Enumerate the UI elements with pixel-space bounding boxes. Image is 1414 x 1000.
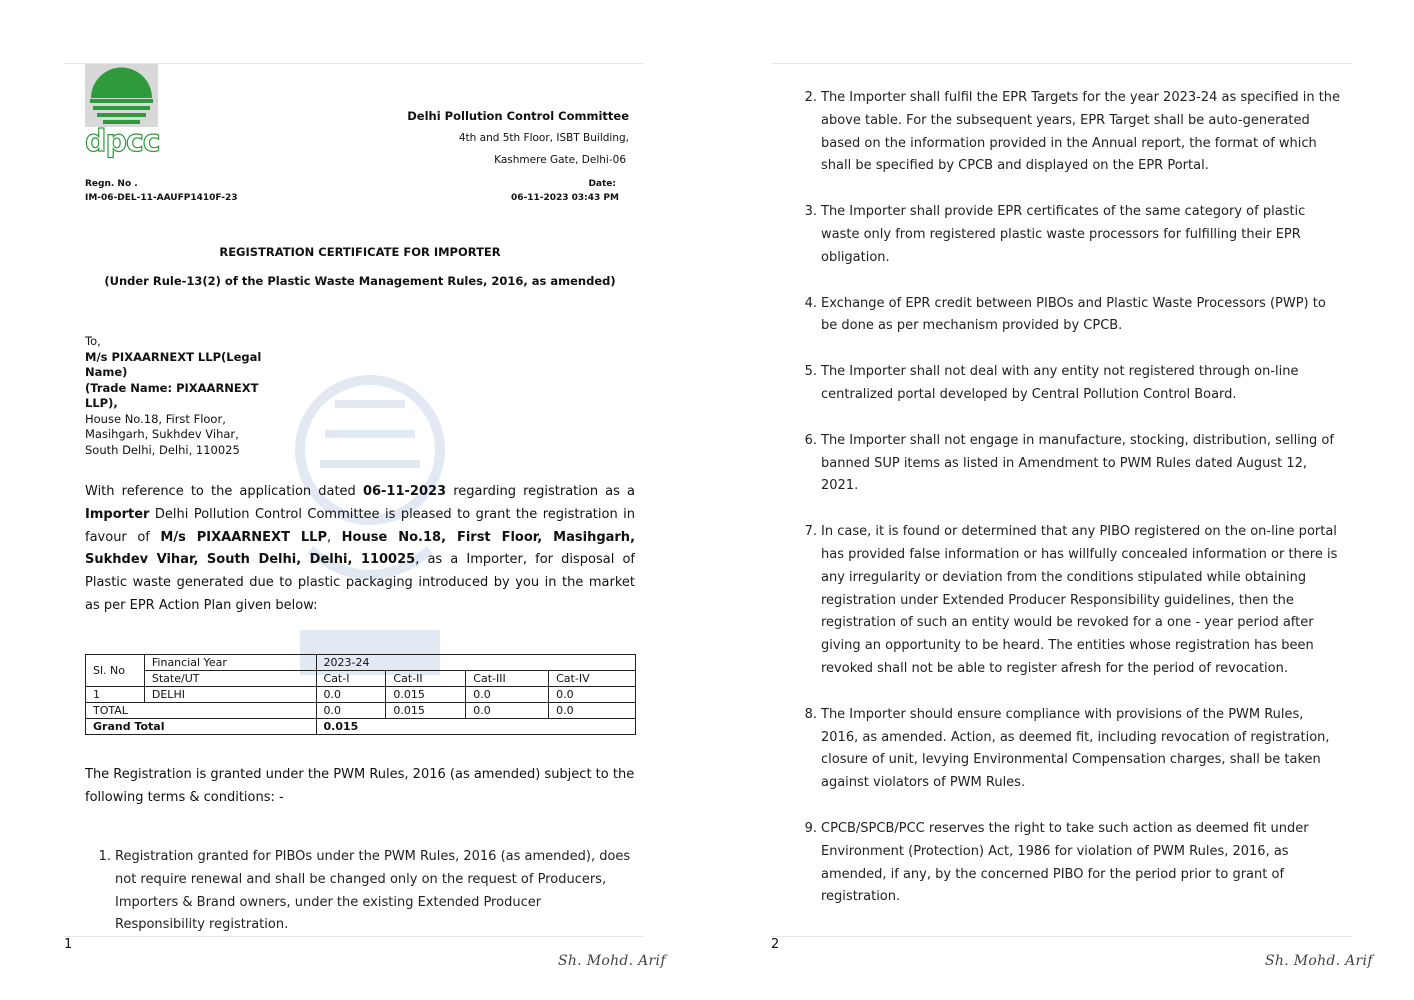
grant-text-5: , as a Importer, for disposal of Plastic waste generated due to plastic packaging introduced by you in the market as per EPR Action Plan given below: [85, 552, 635, 613]
list-item [791, 201, 1343, 269]
date-value: 06-11-2023 03:43 PM [510, 193, 619, 203]
addressee-name: M/s PIXAARNEXT LLP(Legal Name) [85, 349, 262, 379]
term-text: Exchange of EPR credit between PIBOs and Plastic Waste Processors (PWP) to be done as per mechanism provided by CPCB. [821, 295, 1326, 334]
certificate-subtitle: (Under Rule-13(2) of the Plastic Waste Management Rules, 2016, as amended) [104, 274, 616, 288]
regn-label: Regn. No . [85, 179, 138, 189]
grant-text-4: , [326, 529, 342, 545]
total-cat-1: 0.0 [316, 703, 386, 719]
table-total-row [86, 703, 636, 719]
terms-list-page1 [85, 846, 633, 937]
grant-text-3: Delhi Pollution Control Committee is pleased to grant the registration in favour of [85, 506, 635, 545]
addressee-block [85, 334, 285, 458]
grant-text-2: regarding registration as a [446, 484, 635, 499]
term-text: The Importer shall not engage in manufacture, stocking, distribution, selling of banned SUP items as listed in Amendment to PWM Rules dated August 12, 2021. [821, 432, 1334, 494]
to-label: To, [85, 334, 101, 348]
dpcc-emblem-icon [85, 64, 158, 127]
term-number: 5. [804, 364, 817, 380]
grant-paragraph [85, 481, 635, 618]
cell-cat-2: 0.015 [386, 687, 466, 703]
addressee-trade-name: (Trade Name: PIXAARNEXT LLP), [85, 380, 259, 410]
term-number: 7. [804, 524, 817, 540]
term-number: 3. [804, 204, 817, 220]
header-state: State/UT [144, 671, 316, 687]
list-item [85, 846, 633, 937]
regn-number: IM-06-DEL-11-AAUFP1410F-23 [85, 193, 238, 203]
list-item [791, 818, 1343, 909]
authority-address-line1: 4th and 5th Floor, ISBT Building, [458, 132, 629, 144]
grant-text-1: With reference to the application dated [85, 484, 363, 499]
page-bottom-rule [771, 936, 1351, 937]
date-label: Date: [588, 179, 616, 189]
term-number: 2. [804, 90, 817, 105]
header-cat-1: Cat-I [316, 671, 386, 687]
signature: Sh. Mohd. Arif [558, 953, 666, 969]
page-top-rule [771, 63, 1351, 64]
list-item [791, 704, 1343, 795]
list-item [791, 87, 1343, 178]
term-text: In case, it is found or determined that any PIBO registered on the on-line portal has provided false information or has willfully concealed information or there is any irregularity or deviation from the conditions stipulated while obtaining registration under Extended Producer Responsibility guidelines, then the registration of such an entity would be revoked for a one - year period after giving an opportunity to be heard. The entities whose registration has been revoked shall not be able to register afresh for the period of revocation. [821, 524, 1338, 676]
term-text: The Importer shall provide EPR certificates of the same category of plastic waste only from registered plastic waste processors for fulfilling their EPR obligation. [821, 204, 1306, 265]
table-grand-total-row [86, 719, 636, 735]
term-text: CPCB/SPCB/PCC reserves the right to take such action as deemed fit under Environment (Protection) Act, 1986 for violation of PWM Rules, 2016, as amended, if any, by the concerned PIBO for the period prior to grant of registration. [821, 820, 1309, 905]
financial-year-value: 2023-24 [316, 655, 635, 671]
cell-sl: 1 [86, 687, 145, 703]
header-cat-4: Cat-IV [549, 671, 636, 687]
registrant-role: Importer [85, 506, 150, 522]
addressee-address-line3: South Delhi, Delhi, 110025 [85, 442, 240, 457]
cell-cat-3: 0.0 [466, 687, 549, 703]
terms-list-page2 [791, 87, 1343, 909]
authority-name: Delhi Pollution Control Committee [407, 109, 629, 123]
application-date: 06-11-2023 [362, 484, 447, 499]
page-bottom-rule [64, 936, 644, 937]
logo-wordmark: dpcc [85, 124, 160, 159]
list-item [791, 521, 1343, 681]
term-text: The Importer shall not deal with any entity not registered through on-line centralized portal developed by Central Pollution Control Board. [821, 364, 1299, 402]
table-header-row [86, 655, 636, 671]
grand-total-label: Grand Total [86, 719, 317, 735]
cell-cat-4: 0.0 [549, 687, 636, 703]
table-header-row [86, 671, 636, 687]
addressee-address-line1: House No.18, First Floor, [85, 411, 226, 426]
epr-target-table [85, 654, 636, 735]
signature: Sh. Mohd. Arif [1265, 953, 1373, 969]
term-text: The Importer should ensure compliance with provisions of the PWM Rules, 2016, as amended. Action, as deemed fit, including revocation of registration, closure of unit, levying Environmental Compensation charges, shall be taken against violators of PWM Rules. [821, 706, 1330, 791]
dpcc-logo [85, 64, 158, 164]
header-sl-no: Sl. No [86, 655, 145, 687]
document-page-2 [707, 0, 1414, 1000]
page-number: 2 [771, 937, 780, 952]
term-text: The Importer shall fulfil the EPR Targets for the year 2023-24 as specified in the above table. For the subsequent years, EPR Target shall be auto-generated based on the information provided in the Annual report, the format of which shall be specified by CPCB and displayed on the EPR Portal. [821, 90, 1341, 174]
total-cat-4: 0.0 [549, 703, 636, 719]
header-cat-2: Cat-II [386, 671, 466, 687]
page-number: 1 [64, 937, 73, 952]
term-number: 8. [804, 706, 817, 722]
certificate-title: REGISTRATION CERTIFICATE FOR IMPORTER [219, 245, 501, 259]
cell-cat-1: 0.0 [316, 687, 386, 703]
term-number: 9. [804, 820, 817, 836]
list-item [791, 361, 1343, 407]
authority-address-line2: Kashmere Gate, Delhi-06 [494, 154, 626, 166]
cell-state: DELHI [144, 687, 316, 703]
granted-statement: The Registration is granted under the PWM Rules, 2016 (as amended) subject to the following terms & conditions: - [85, 767, 635, 805]
registrant-entity: M/s PIXAARNEXT LLP [160, 529, 327, 545]
table-row [86, 687, 636, 703]
total-label: TOTAL [86, 703, 317, 719]
header-financial-year: Financial Year [144, 655, 316, 671]
header-cat-3: Cat-III [466, 671, 549, 687]
total-cat-3: 0.0 [466, 703, 549, 719]
term-number: 1. [98, 849, 111, 864]
list-item [791, 430, 1343, 498]
grand-total-value: 0.015 [316, 719, 635, 735]
addressee-address-line2: Masihgarh, Sukhdev Vihar, [85, 427, 239, 441]
list-item [791, 293, 1343, 339]
total-cat-2: 0.015 [386, 703, 466, 719]
registrant-address: House No.18, First Floor, Masihgarh, Sukhdev Vihar, South Delhi, Delhi, 110025 [85, 529, 636, 568]
term-text: Registration granted for PIBOs under the PWM Rules, 2016 (as amended), does not require renewal and shall be changed only on the request of Producers, Importers & Brand owners, under the existing Extended Producer Responsibility registration. [115, 849, 631, 933]
term-number: 6. [804, 432, 817, 448]
term-number: 4. [804, 295, 817, 311]
